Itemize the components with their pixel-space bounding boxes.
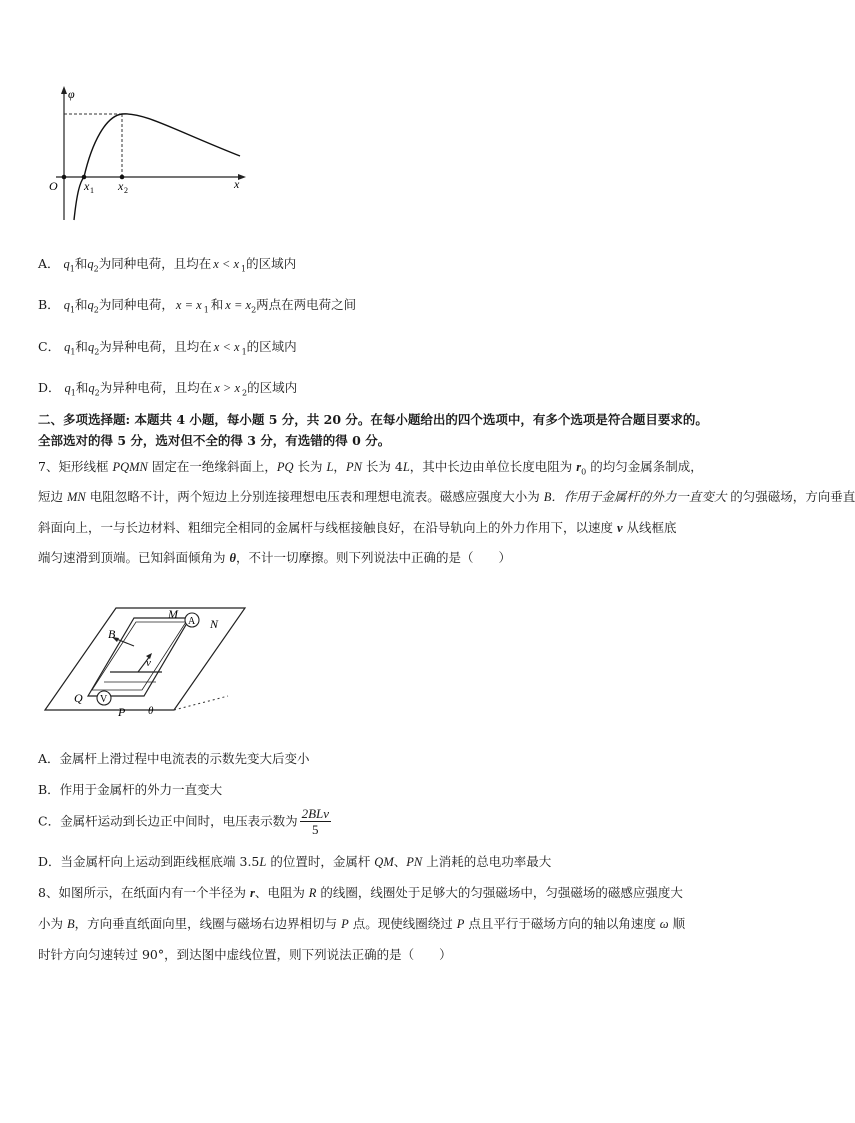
incline-frame-figure xyxy=(40,598,250,726)
x1-label: x xyxy=(84,179,90,193)
q6-option-a: A． $q_1$和$q_2$为同种电荷，且均在 x < x $_1$的区域内 xyxy=(38,256,297,274)
fraction-2blv-over-5: $\frac{\text{2BLv}}{5}$ xyxy=(301,806,330,837)
q7-stem-line3: 斜面向上，一与长边材料、粗细完全相同的金属杆与线框接触良好，在沿导轨向上的外力作用下，以速度 v 从线框底 xyxy=(38,520,677,535)
section2-line1: 二、多项选择题: 本题共 4 小题，每小题 5 分，共 20 分。在每小题给出的四个选项中，有多个选项是符合题目要求的。 xyxy=(38,412,708,427)
fig-label-b: B xyxy=(108,627,116,641)
frame-inner xyxy=(92,622,186,690)
x2-label: x xyxy=(118,179,124,193)
origin-label: O xyxy=(49,179,58,193)
q7-stem-line4: 端匀速滑到顶端。已知斜面倾角为 θ，不计一切摩擦。则下列说法中正确的是（ ） xyxy=(38,550,511,565)
q7-option-d: D．当金属杆向上运动到距线框底端 3.5L 的位置时，金属杆 QM、PN 上消耗的总电功率最大 xyxy=(38,854,552,869)
fig-label-p: P xyxy=(118,705,126,719)
fig-label-n: N xyxy=(210,617,219,631)
voltmeter-label: V xyxy=(100,694,108,705)
section2-line2: 全部选对的得 5 分，选对但不全的得 3 分，有选错的得 0 分。 xyxy=(38,433,391,448)
frame-pqmn xyxy=(88,618,190,696)
ammeter-label: A xyxy=(188,616,196,627)
q6-option-b: B． $q_1$和$q_2$为同种电荷， x = x $_1$ 和 $x = x_2$两点在两电荷之间 xyxy=(38,297,357,315)
fig-label-v: v xyxy=(146,657,151,669)
fig-label-m: M xyxy=(168,607,178,621)
q7-stem-line1: 7、矩形线框 PQMN 固定在一绝缘斜面上，PQ 长为 L，PN 长为 4L，其中长边由单位长度电阻为 $r_0$ 的均匀金属条制成， xyxy=(38,459,703,477)
x2-sub: 2 xyxy=(124,186,128,195)
q7-option-c: C．金属杆运动到长边正中间时，电压表示数为 $\frac{\text{2BLv}}{5}$ xyxy=(38,806,330,837)
q7-option-b: B．作用于金属杆的外力一直变大 xyxy=(38,782,223,797)
fig-label-q: Q xyxy=(74,691,83,705)
q6-option-d: D． $q_1$和$q_2$为异种电荷，且均在 x > x $_2$的区域内 xyxy=(38,380,298,398)
q6-option-c: C． $q_1$和$q_2$为异种电荷，且均在 x < x $_1$的区域内 xyxy=(38,339,297,357)
q7-stem-line2: 短边 MN 电阻忽略不计，两个短边上分别连接理想电压表和理想电流表。磁感应强度大小为 B．作用于金属杆的外力一直变大 的匀强磁场，方向垂直 xyxy=(38,489,855,504)
phi-label: φ xyxy=(68,87,75,101)
phi-x-graph xyxy=(44,84,254,224)
fig-label-theta: θ xyxy=(148,705,154,717)
x-label: x xyxy=(234,177,240,191)
x1-sub: 1 xyxy=(90,186,94,195)
q7-option-a: A．金属杆上滑过程中电流表的示数先变大后变小 xyxy=(38,751,310,766)
phi-axis-arrow xyxy=(61,86,67,94)
phi-curve xyxy=(74,114,240,220)
q8-stem-line1: 8、如图所示，在纸面内有一个半径为 r、电阻为 R 的线圈，线圈处于足够大的匀强磁场中，匀强磁场的磁感应强度大 xyxy=(38,885,683,900)
q8-stem-line2: 小为 B，方向垂直纸面向里，线圈与磁场右边界相切与 P 点。现使线圈绕过 P 点且平行于磁场方向的轴以角速度 ω 顺 xyxy=(38,916,686,931)
q8-stem-line3: 时针方向匀速转过 90°，到达图中虚线位置，则下列说法正确的是（ ） xyxy=(38,947,452,962)
origin-dot xyxy=(62,175,67,180)
